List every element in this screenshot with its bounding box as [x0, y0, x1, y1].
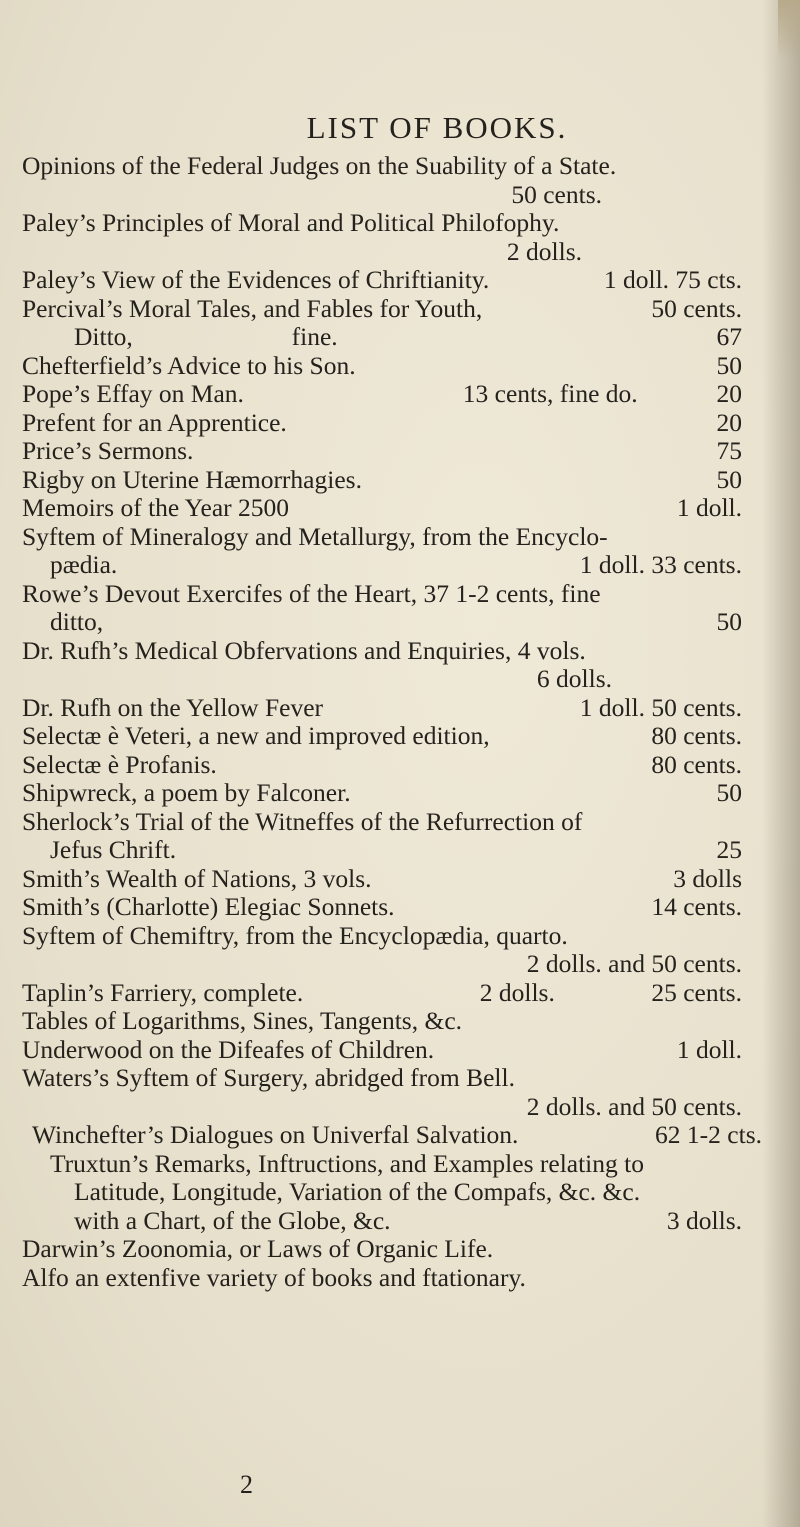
list-item: [22, 209, 772, 266]
list-item: [22, 1121, 772, 1150]
book-title: Paley’s Principles of Moral and Political Philofophy.: [22, 208, 560, 237]
book-title: Truxtun’s Remarks, Inftructions, and Examples relating to: [50, 1148, 644, 1178]
book-grade: 2 dolls.: [479, 977, 555, 1007]
book-title: Ditto,: [74, 322, 133, 351]
book-price: 20: [716, 379, 742, 408]
book-price: 3 dolls.: [666, 1205, 742, 1235]
book-price: 80 cents.: [651, 749, 742, 779]
book-title-continued: with a Chart, of the Globe, &c.: [74, 1205, 391, 1235]
list-item: [22, 979, 772, 1008]
book-price: 50 cents.: [651, 293, 742, 323]
book-price: 1 doll. 75 cts.: [603, 265, 742, 294]
list-item: [22, 694, 772, 723]
book-title-continued: ditto,: [50, 607, 104, 636]
book-title: Opinions of the Federal Judges on the Suability of a State.: [22, 151, 617, 180]
list-item: [22, 409, 772, 438]
book-title: Underwood on the Difeafes of Children.: [22, 1034, 435, 1064]
book-title: Darwin’s Zoonomia, or Laws of Organic Life.: [22, 1234, 494, 1263]
book-title: Smith’s (Charlotte) Elegiac Sonnets.: [22, 892, 395, 921]
book-grade: fine.: [291, 322, 338, 351]
book-price: 62 1-2 cts.: [655, 1120, 762, 1149]
book-title: Waters’s Syftem of Surgery, abridged from Bell.: [22, 1063, 515, 1092]
book-title-continued: Latitude, Longitude, Variation of the Compafs, &c. &c.: [74, 1177, 641, 1206]
book-title: Winchefter’s Dialogues on Univerfal Salvation.: [32, 1120, 519, 1149]
book-title: Rigby on Uterine Hæmorrhagies.: [22, 464, 362, 494]
book-title: Sherlock’s Trial of the Witneffes of the Refurrection of: [22, 806, 583, 836]
list-item: [22, 1150, 772, 1236]
list-item: [22, 1007, 772, 1036]
book-title: Alfo an extenfive variety of books and ftationary.: [22, 1262, 526, 1292]
list-item: [22, 580, 772, 637]
book-title-continued: Jefus Chrift.: [50, 835, 177, 864]
book-price: 20: [716, 407, 742, 437]
list-item: [22, 266, 772, 295]
book-title: Syftem of Mineralogy and Metallurgy, from the Encyclo-: [22, 521, 608, 551]
list-item: [22, 1235, 772, 1264]
page-title: LIST OF BOOKS.: [306, 110, 568, 145]
book-title: Tables of Logarithms, Sines, Tangents, &c.: [22, 1006, 463, 1035]
book-title: Smith’s Wealth of Nations, 3 vols.: [22, 863, 372, 893]
book-price: 50: [716, 350, 742, 380]
book-title: Pope’s Effay on Man.: [22, 379, 244, 408]
book-title: Percival’s Moral Tales, and Fables for Youth,: [22, 293, 483, 323]
book-list: [22, 110, 772, 1292]
list-item: [22, 722, 772, 751]
list-item: [22, 1064, 772, 1121]
book-price: 50 cents.: [511, 179, 602, 209]
book-title: Syftem of Chemiftry, from the Encyclopædia, quarto.: [22, 920, 568, 950]
book-title: Dr. Rufh on the Yellow Fever: [22, 692, 324, 722]
list-item: [22, 295, 772, 324]
list-item: [22, 466, 772, 495]
list-item: [22, 1264, 772, 1293]
book-price: 1 doll. 50 cents.: [579, 692, 742, 722]
book-price: 75: [716, 436, 742, 465]
book-title: Memoirs of the Year 2500: [22, 493, 290, 522]
book-price: 67: [716, 322, 742, 351]
book-title: Taplin’s Farriery, complete.: [22, 977, 304, 1007]
list-item: [22, 323, 772, 352]
book-title: Paley’s View of the Evidences of Chriftianity.: [22, 265, 490, 294]
list-item: [22, 637, 772, 694]
list-item: [22, 779, 772, 808]
list-item: [22, 865, 772, 894]
list-item: [22, 523, 772, 580]
list-item: [22, 494, 772, 523]
list-item: [22, 437, 772, 466]
list-item: [22, 1036, 772, 1065]
book-price: 50: [716, 778, 742, 807]
book-price: 25 cents.: [651, 977, 742, 1007]
book-price: 6 dolls.: [536, 664, 612, 693]
list-item: [22, 808, 772, 865]
book-title: Prefent for an Apprentice.: [22, 407, 287, 437]
book-price: 1 doll. 33 cents.: [579, 550, 742, 579]
list-item: [22, 152, 772, 209]
book-price: 2 dolls.: [506, 236, 582, 266]
list-item: [22, 380, 772, 409]
book-price: 25: [716, 835, 742, 864]
book-price: 50: [716, 607, 742, 636]
signature-mark: 2: [240, 1470, 253, 1499]
book-price: 80 cents.: [651, 721, 742, 750]
book-title: Shipwreck, a poem by Falconer.: [22, 778, 351, 807]
list-item: [22, 893, 772, 922]
book-price: 1 doll.: [676, 493, 742, 522]
book-price: 14 cents.: [651, 892, 742, 921]
list-item: [22, 352, 772, 381]
book-price: 3 dolls: [673, 863, 742, 893]
book-price: 2 dolls. and 50 cents.: [526, 949, 742, 978]
book-title: Dr. Rufh’s Medical Obfervations and Enquiries, 4 vols.: [22, 635, 586, 665]
book-title: Selectæ è Veteri, a new and improved edition,: [22, 721, 490, 750]
book-title-continued: pædia.: [50, 550, 118, 579]
book-price: 50: [716, 464, 742, 494]
book-price: 1 doll.: [676, 1034, 742, 1064]
book-grade: 13 cents, fine do.: [462, 379, 638, 408]
list-item: [22, 751, 772, 780]
list-item: [22, 922, 772, 979]
book-title: Rowe’s Devout Exercifes of the Heart, 37 1-2 cents, fine: [22, 578, 601, 608]
book-title: Selectæ è Profanis.: [22, 749, 217, 779]
book-price: 2 dolls. and 50 cents.: [526, 1091, 742, 1121]
book-title: Price’s Sermons.: [22, 436, 194, 465]
book-title: Chefterfield’s Advice to his Son.: [22, 350, 356, 380]
